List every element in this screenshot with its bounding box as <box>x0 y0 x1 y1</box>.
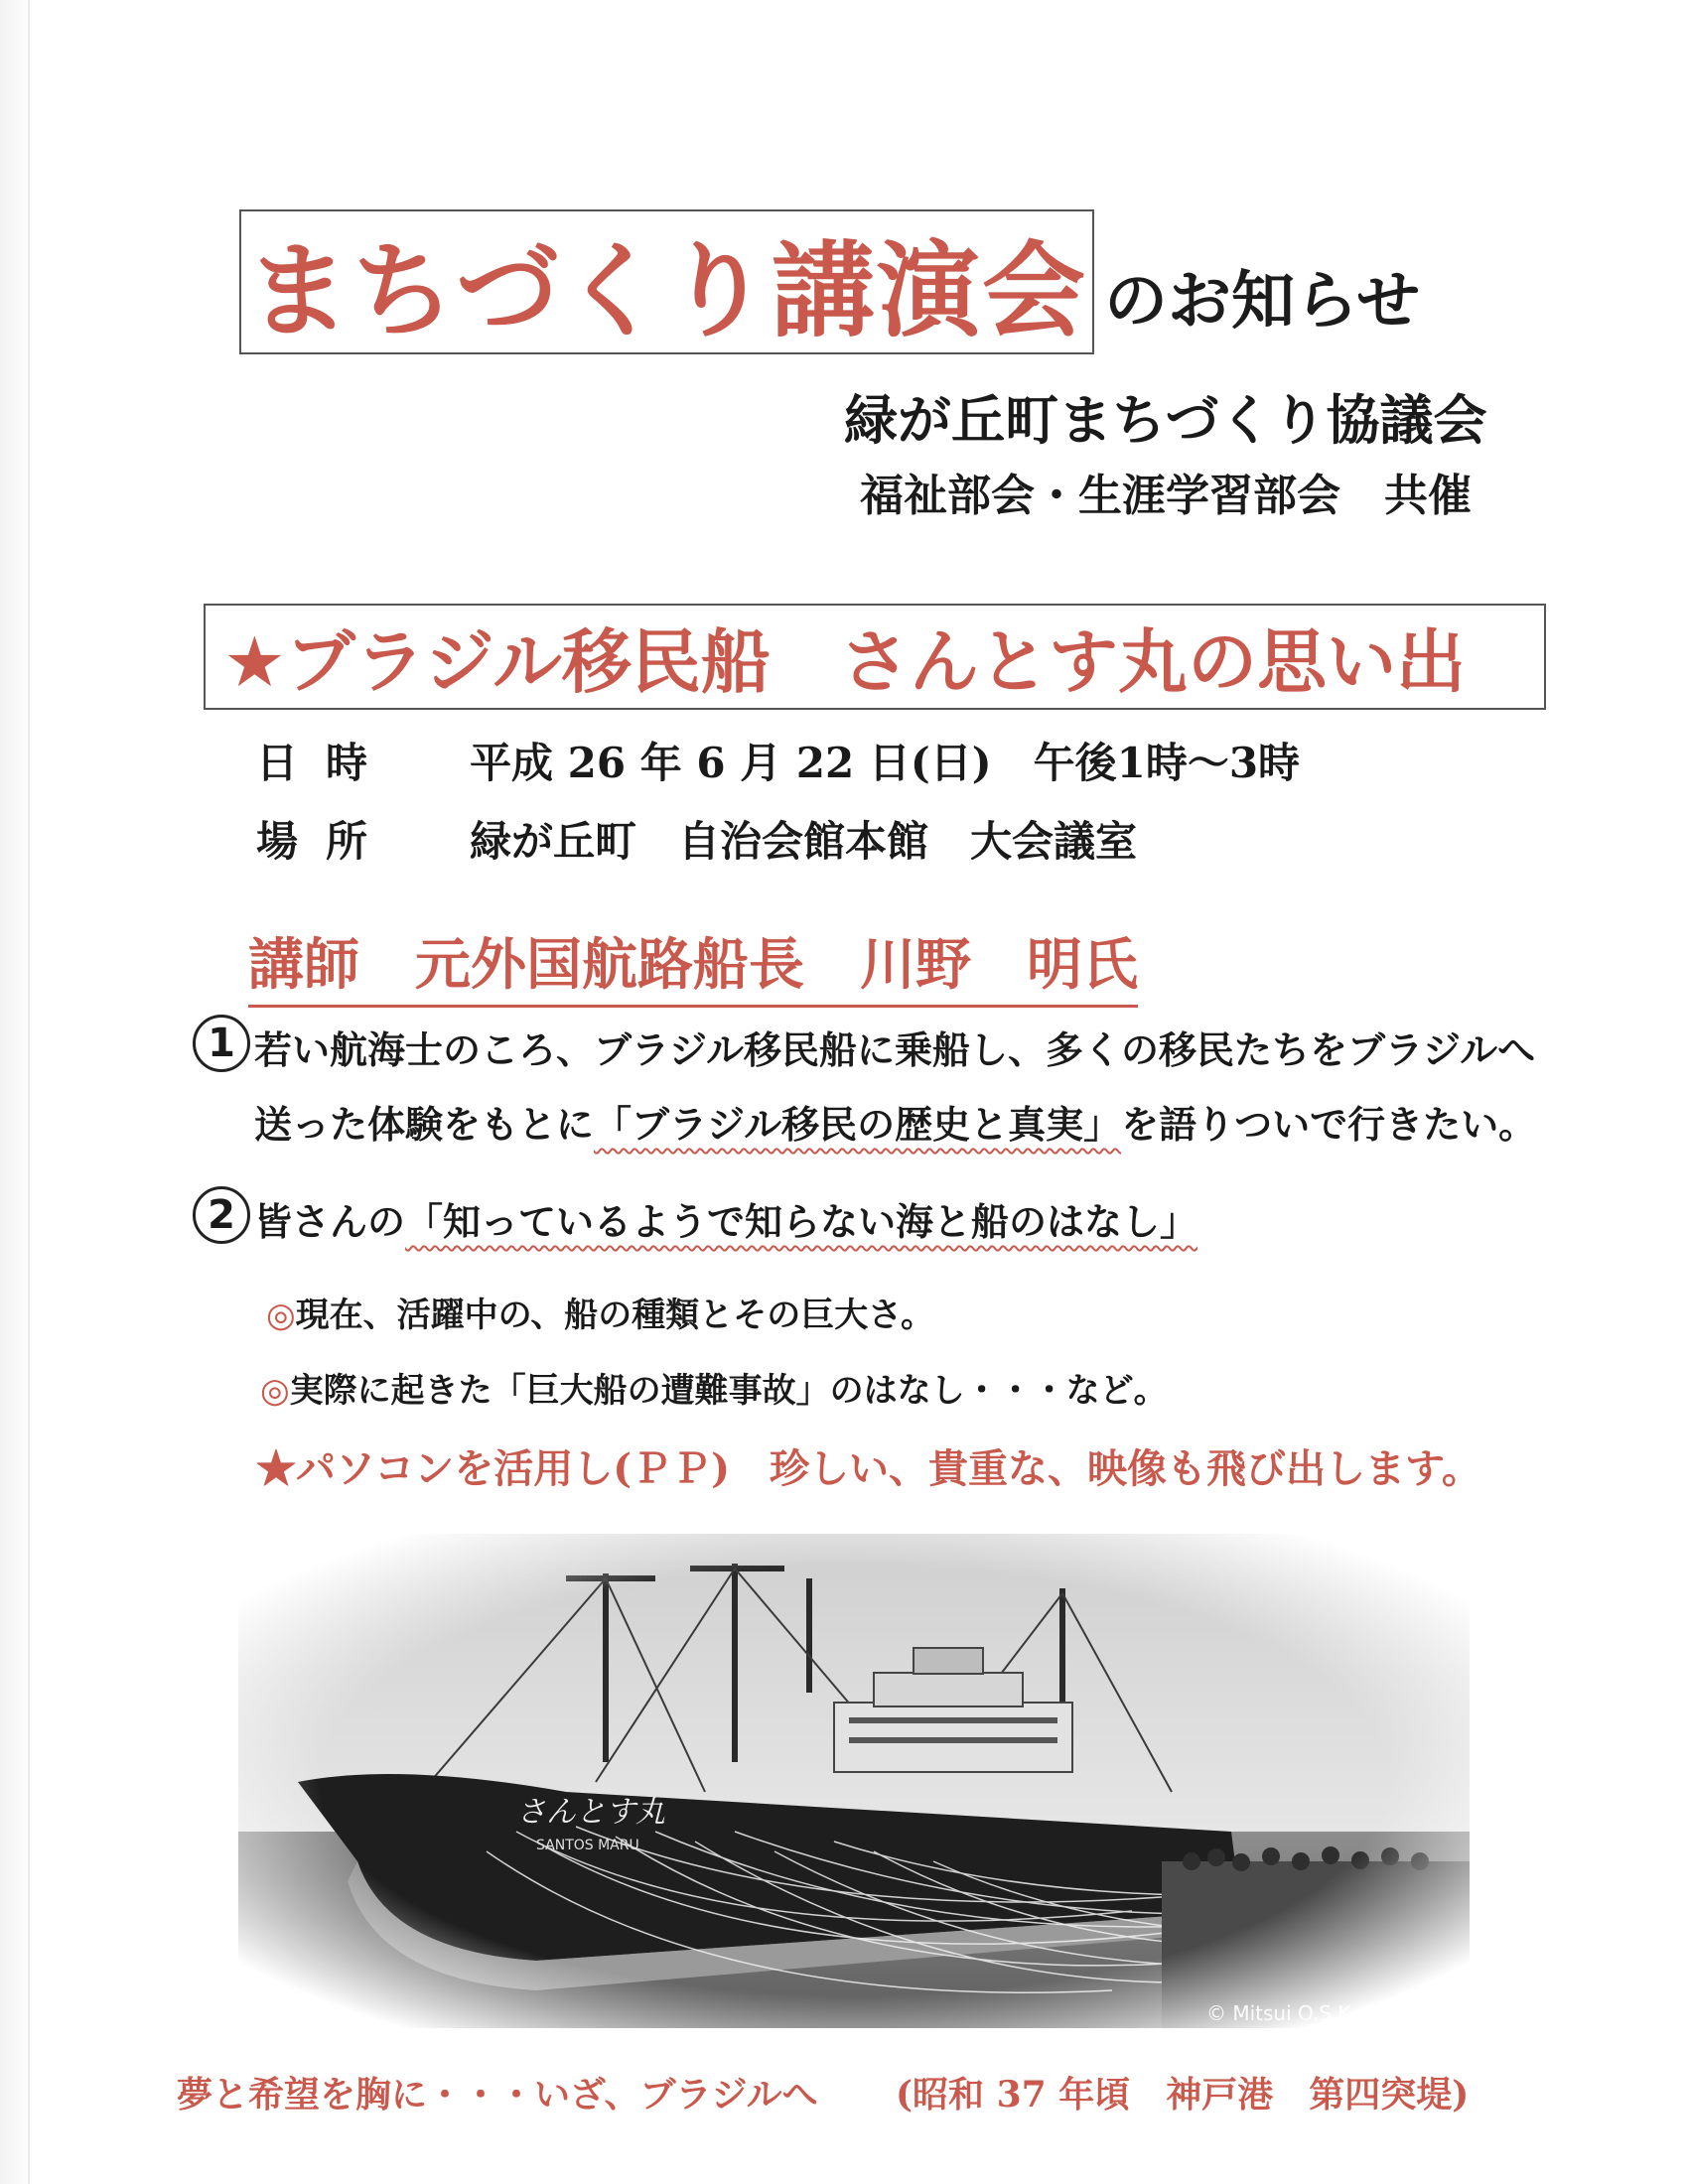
title-box <box>239 209 1094 354</box>
topic-title: ★ブラジル移民船 さんとす丸の思い出 <box>223 621 1467 703</box>
bullet-2-text: 実際に起きた「巨大船の遭難事故」のはなし・・・など。 <box>289 1371 1168 1411</box>
place-value: 緑が丘町 自治会館本館 大会議室 <box>470 817 1138 866</box>
bullet-1-mark: ◎ <box>266 1296 296 1335</box>
bullet-2 <box>260 1363 1168 1412</box>
date-value: 平成 26 年 6 月 22 日(日) 午後1時～3時 <box>470 739 1301 787</box>
pc-note: ★パソコンを活用し(ＰＰ) 珍しい、貴重な、映像も飛び出します。 <box>256 1445 1481 1492</box>
point-1-line-2 <box>254 1094 1536 1149</box>
cohost: 福祉部会・生涯学習部会 共催 <box>860 471 1472 521</box>
scan-edge <box>0 0 34 2184</box>
point-1-line-1: 若い航海士のころ、ブラジル移民船に乗船し、多くの移民たちをブラジルへ <box>254 1027 1536 1072</box>
title-main: まちづくり講演会 <box>246 230 1087 351</box>
point-1-line-2-post: を語りついで行きたい。 <box>1121 1102 1537 1147</box>
point-1-number: 1 <box>193 1015 250 1072</box>
point-2-quote: 「知っているようで知らない海と船のはなし」 <box>405 1199 1198 1244</box>
topic-box <box>204 604 1546 710</box>
title-suffix: のお知らせ <box>1104 265 1421 339</box>
ship-photo <box>238 1534 1470 2028</box>
date-label: 日時 <box>256 739 396 787</box>
point-1-line-2-pre: 送った体験をもとに <box>254 1102 595 1147</box>
footer-location: (昭和 37 年頃 神戸港 第四突堤) <box>896 2074 1470 2116</box>
point-2-line <box>254 1191 1197 1246</box>
bullet-2-mark: ◎ <box>260 1371 290 1411</box>
lecturer: 講師 元外国航路船長 川野 明氏 <box>248 921 1138 1008</box>
point-1-quote: 「ブラジル移民の歴史と真実」 <box>594 1102 1122 1147</box>
bullet-1-text: 現在、活躍中の、船の種類とその巨大さ。 <box>295 1296 934 1335</box>
point-2-number: 2 <box>193 1186 250 1244</box>
organizer: 緑が丘町まちづくり協議会 <box>844 388 1487 452</box>
point-2-pre: 皆さんの <box>254 1199 406 1244</box>
ship-illustration <box>238 1534 1470 2028</box>
footer-caption: 夢と希望を胸に・・・いざ、ブラジルへ <box>177 2074 818 2116</box>
bullet-1 <box>266 1288 934 1336</box>
place-label: 場所 <box>256 817 396 866</box>
